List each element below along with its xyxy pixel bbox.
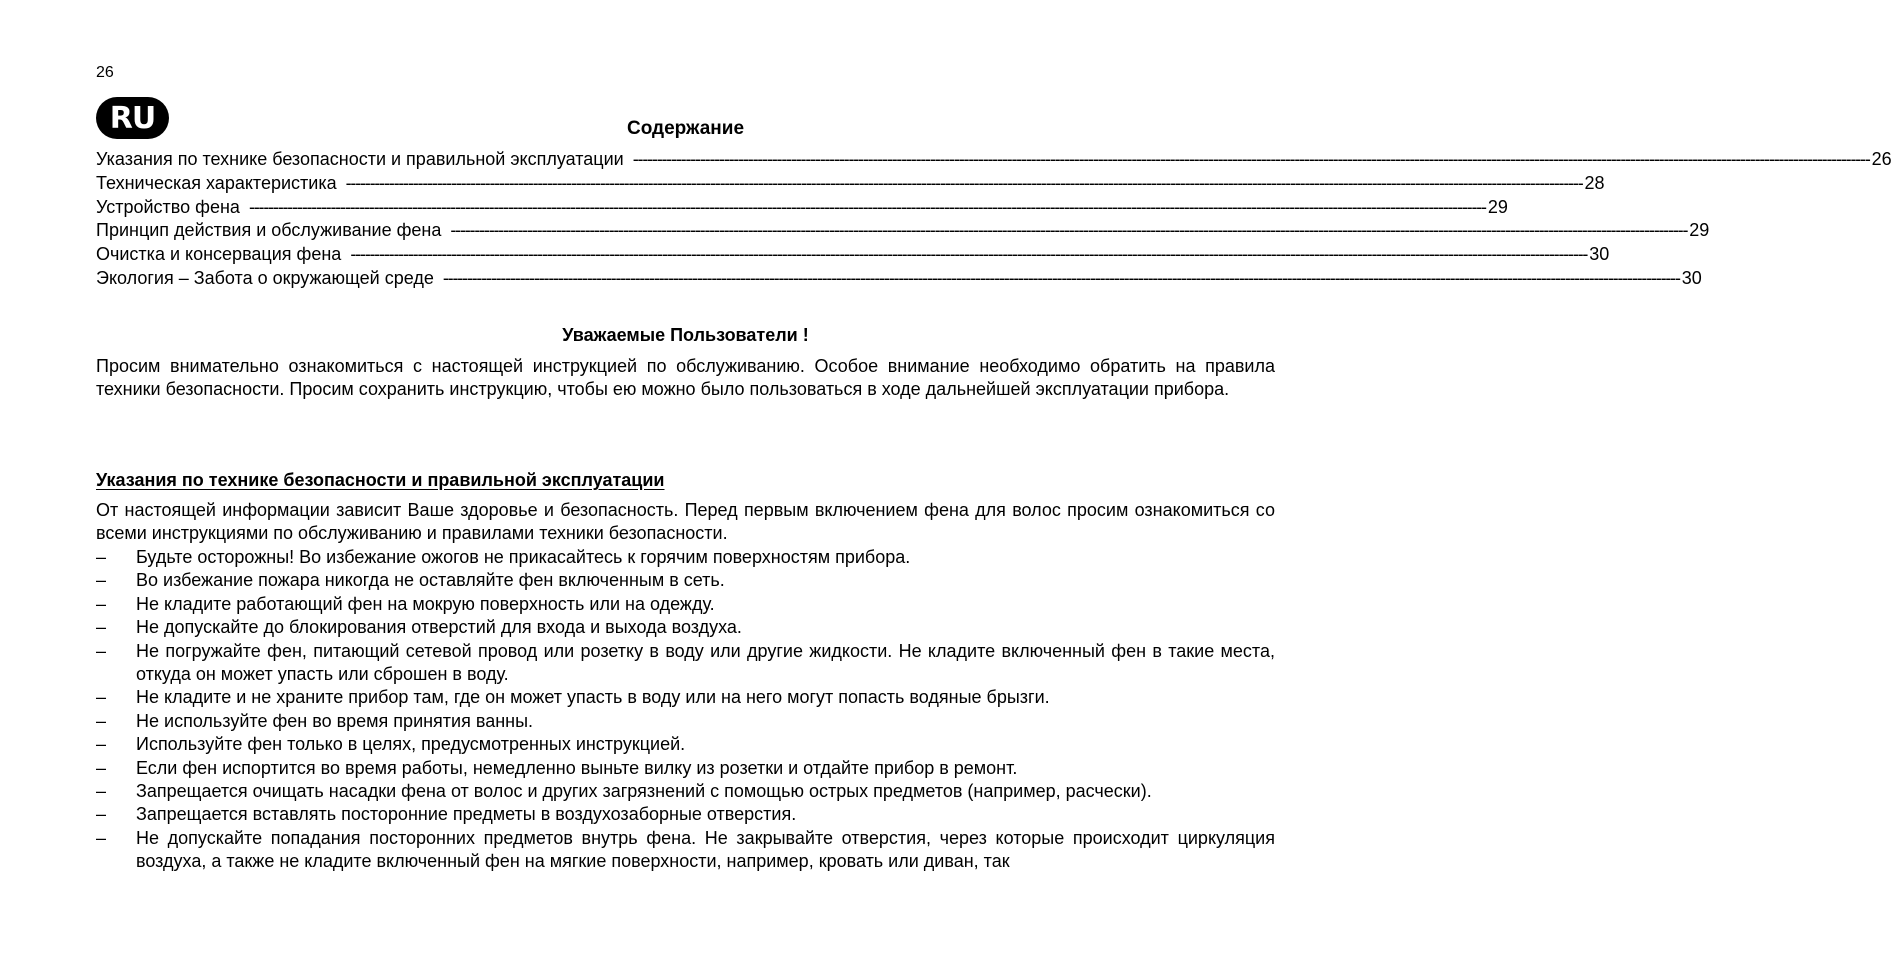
list-item-text: Не погружайте фен, питающий сетевой провод или розетку в воду или другие жидкости. Не кладите включенный фен в такие места, откуда он может упасть или сброшен в воду. <box>136 640 1275 685</box>
bullet-dash: – <box>96 781 107 802</box>
toc-leader: ------------------------------------------------------------------------------------------------------------------------------------------------------------------------------------------------------------------------------------------------------------------ <box>350 244 1588 265</box>
list-item <box>96 710 1275 733</box>
safety-rules-list <box>96 546 1275 874</box>
list-item <box>96 780 1275 803</box>
toc-entry-page: 30 <box>1589 244 1610 265</box>
bullet-dash: – <box>96 827 107 848</box>
toc-entry-page: 30 <box>1681 267 1702 288</box>
list-item-text: Не кладите и не храните прибор там, где он может упасть в воду или на него могут попасть водяные брызги. <box>136 687 1050 708</box>
list-item <box>96 686 1275 709</box>
list-item-text: Не используйте фен во время принятия ванны. <box>136 710 534 731</box>
toc-entry-page: 26 <box>1871 149 1892 169</box>
bullet-dash: – <box>96 617 107 638</box>
bullet-dash: – <box>96 593 107 614</box>
list-item <box>96 827 1275 874</box>
toc-entry-label: Экология – Забота о окружающей среде <box>96 267 434 288</box>
toc-entry-page: 29 <box>1487 196 1508 217</box>
list-item <box>96 757 1275 780</box>
toc-leader: ------------------------------------------------------------------------------------------------------------------------------------------------------------------------------------------------------------------------------------------------------------------ <box>345 172 1583 193</box>
toc-entry-label: Принцип действия и обслуживание фена <box>96 220 442 241</box>
toc-entry-page: 29 <box>1689 220 1710 241</box>
bullet-dash: – <box>96 734 107 755</box>
intro-paragraph: Просим внимательно ознакомиться с настоящей инструкцией по обслуживанию. Особое внимание необходимо обратить на правила техники безопасности. Просим сохранить инструкцию, чтобы ею можно было пользоваться в ходе дальнейшей эксплуатации прибора. <box>96 356 1275 400</box>
toc-entry <box>96 149 1892 173</box>
bullet-dash: – <box>96 757 107 778</box>
list-item-text: Не допускайте попадания посторонних предметов внутрь фена. Не закрывайте отверстия, через которые происходит циркуляция воздуха, а также не кладите включенный фен на мягкие поверхности, например, кровать или диван, так <box>136 827 1275 872</box>
bullet-dash: – <box>96 687 107 708</box>
toc-entry <box>96 267 1702 292</box>
toc-entry-page: 28 <box>1584 172 1605 193</box>
language-badge: RU <box>96 97 169 139</box>
bullet-dash: – <box>96 804 107 825</box>
toc-title: Содержание <box>626 118 745 139</box>
toc-entry-label: Очистка и консервация фена <box>96 244 342 265</box>
page-number: 26 <box>96 64 114 81</box>
bullet-dash: – <box>96 640 107 661</box>
toc-entry <box>96 220 1710 244</box>
safety-intro-paragraph: От настоящей информации зависит Ваше здоровье и безопасность. Перед первым включением фена для волос просим ознакомиться со всеми инструкциями по обслуживанию и правилами техники безопасности. <box>96 500 1275 544</box>
toc-leader: ------------------------------------------------------------------------------------------------------------------------------------------------------------------------------------------------------------------------------------------------------------------ <box>450 220 1688 241</box>
list-item-text: Будьте осторожны! Во избежание ожогов не прикасайтесь к горячим поверхностям прибора. <box>136 547 911 567</box>
list-item-text: Во избежание пожара никогда не оставляйте фен включенным в сеть. <box>136 570 725 591</box>
list-item <box>96 733 1275 756</box>
toc-leader: ------------------------------------------------------------------------------------------------------------------------------------------------------------------------------------------------------------------------------------------------------------------ <box>632 149 1870 169</box>
toc-entry-label: Устройство фена <box>96 196 240 217</box>
list-item-text: Не кладите работающий фен на мокрую поверхность или на одежду. <box>136 593 715 614</box>
greeting-heading: Уважаемые Пользователи ! <box>562 325 809 345</box>
toc-entry <box>96 196 1508 221</box>
list-item <box>96 640 1275 687</box>
list-item <box>96 546 1275 569</box>
list-item-text: Не допускайте до блокирования отверстий для входа и выхода воздуха. <box>136 617 742 638</box>
list-item-text: Используйте фен только в целях, предусмотренных инструкцией. <box>136 734 686 755</box>
toc-entry-label: Указания по технике безопасности и правильной эксплуатации <box>96 149 624 169</box>
list-item-text: Запрещается очищать насадки фена от волос и других загрязнений с помощью острых предметов (например, расчески). <box>136 781 1152 802</box>
list-item-text: Запрещается вставлять посторонние предметы в воздухозаборные отверстия. <box>136 804 797 825</box>
toc-entry-label: Техническая характеристика <box>96 172 337 193</box>
toc-leader: ------------------------------------------------------------------------------------------------------------------------------------------------------------------------------------------------------------------------------------------------------------------ <box>248 196 1486 217</box>
toc-leader: ------------------------------------------------------------------------------------------------------------------------------------------------------------------------------------------------------------------------------------------------------------------ <box>442 267 1680 288</box>
safety-section-heading: Указания по технике безопасности и правильной эксплуатации <box>96 470 665 490</box>
toc-entry <box>96 244 1610 268</box>
list-item <box>96 616 1275 639</box>
list-item <box>96 569 1275 592</box>
list-item <box>96 593 1275 616</box>
list-item <box>96 803 1275 826</box>
bullet-dash: – <box>96 547 107 567</box>
table-of-contents <box>96 149 1892 292</box>
bullet-dash: – <box>96 710 107 731</box>
bullet-dash: – <box>96 570 107 591</box>
list-item-text: Если фен испортится во время работы, немедленно выньте вилку из розетки и отдайте прибор в ремонт. <box>136 757 1018 778</box>
toc-entry <box>96 172 1605 197</box>
